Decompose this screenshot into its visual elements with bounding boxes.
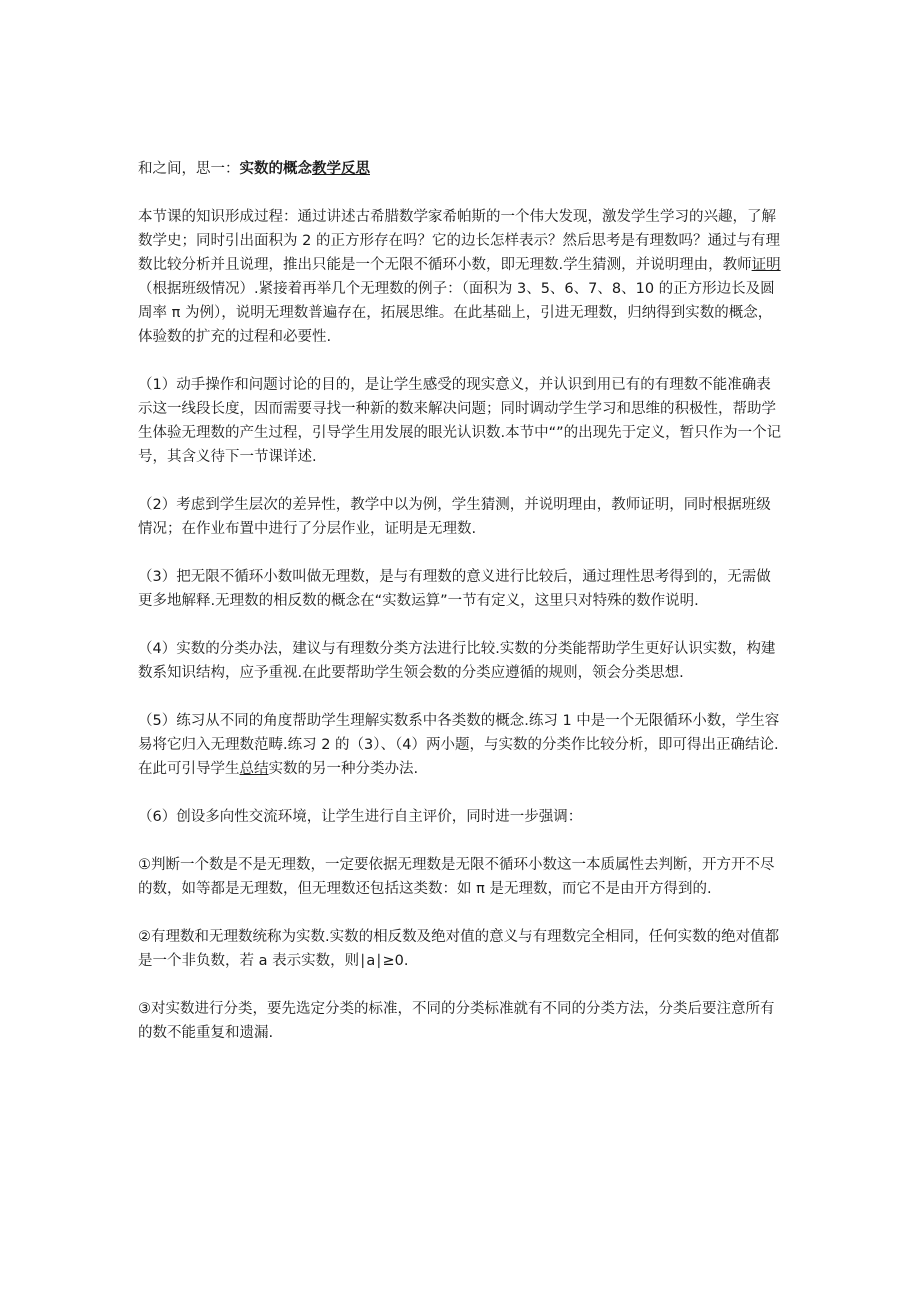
summary-link[interactable]: 总结 (239, 761, 269, 777)
circled-point-2: ②有理数和无理数统称为实数.实数的相反数及绝对值的意义与有理数完全相同，任何实数的绝对值都是一个非负数，若 a 表示实数，则∣a∣≥0. (138, 929, 780, 969)
circled-point-1: ①判断一个数是不是无理数，一定要依据无理数是无限不循环小数这一本质属性去判断，开方开不尽的数，如等都是无理数，但无理数还包括这类数：如 π 是无理数，而它不是由开方得到的. (138, 857, 775, 897)
circled-point-3: ③对实数进行分类，要先选定分类的标准，不同的分类标准就有不同的分类方法，分类后要注意所有的数不能重复和遗漏. (138, 1001, 775, 1041)
heading-line (138, 157, 783, 181)
paragraph-3: （3）把无限不循环小数叫做无理数，是与有理数的意义进行比较后，通过理性思考得到的，无需做更多地解释.无理数的相反数的概念在“实数运算”一节有定义，这里只对特殊的数作说明. (138, 569, 771, 609)
heading-link[interactable]: 教学反思 (312, 161, 370, 177)
paragraph-5-text-2: 实数的另一种分类办法. (268, 761, 419, 777)
paragraph-1: （1）动手操作和问题讨论的目的，是让学生感受的现实意义，并认识到用已有的有理数不能准确表示这一线段长度，因而需要寻找一种新的数来解决问题；同时调动学生学习和思维的积极性，帮助学生体验无理数的产生过程，引导学生用发展的眼光认识数.本节中“”的出现先于定义，暂只作为一个记号，其含义待下一节课详述. (138, 377, 782, 465)
intro-paragraph (138, 205, 783, 349)
paragraph-4: （4）实数的分类办法，建议与有理数分类方法进行比较.实数的分类能帮助学生更好认识实数，构建数系知识结构，应予重视.在此要帮助学生领会数的分类应遵循的规则，领会分类思想. (138, 641, 776, 681)
paragraph-2: （2）考虑到学生层次的差异性，教学中以为例，学生猜测，并说明理由，教师证明，同时根据班级情况；在作业布置中进行了分层作业，证明是无理数. (138, 497, 771, 537)
paragraph-5 (138, 709, 783, 781)
heading-title: 实数的概念 (239, 161, 312, 177)
paragraph-6: （6）创设多向性交流环境，让学生进行自主评价，同时进一步强调： (138, 809, 583, 825)
heading-prefix: 和之间，思一： (138, 161, 240, 177)
paragraph-5-text-1: （5）练习从不同的角度帮助学生理解实数系中各类数的概念.练习 1 中是一个无限循环小数，学生容易将它归入无理数范畴.练习 2 的（3）、（4）两小题，与实数的分类作比较分析，即可得出正确结论.在此可引导学生 (138, 713, 780, 777)
proof-link[interactable]: 证明 (751, 257, 781, 273)
intro-text-2: （根据班级情况）.紧接着再举几个无理数的例子：（面积为 3、5、6、7、8、10 的正方形边长及圆周率 π 为例），说明无理数普遍存在，拓展思维。在此基础上，引进无理数，归纳得到实数的概念，体验数的扩充的过程和必要性. (138, 281, 775, 345)
document-body (138, 157, 783, 1069)
intro-text-1: 本节课的知识形成过程：通过讲述古希腊数学家希帕斯的一个伟大发现，激发学生学习的兴趣，了解数学史；同时引出面积为 2 的正方形存在吗？它的边长怎样表示？然后思考是有理数吗？通过与有理数比较分析并且说理，推出只能是一个无限不循环小数，即无理数.学生猜测，并说明理由，教师 (138, 209, 780, 273)
